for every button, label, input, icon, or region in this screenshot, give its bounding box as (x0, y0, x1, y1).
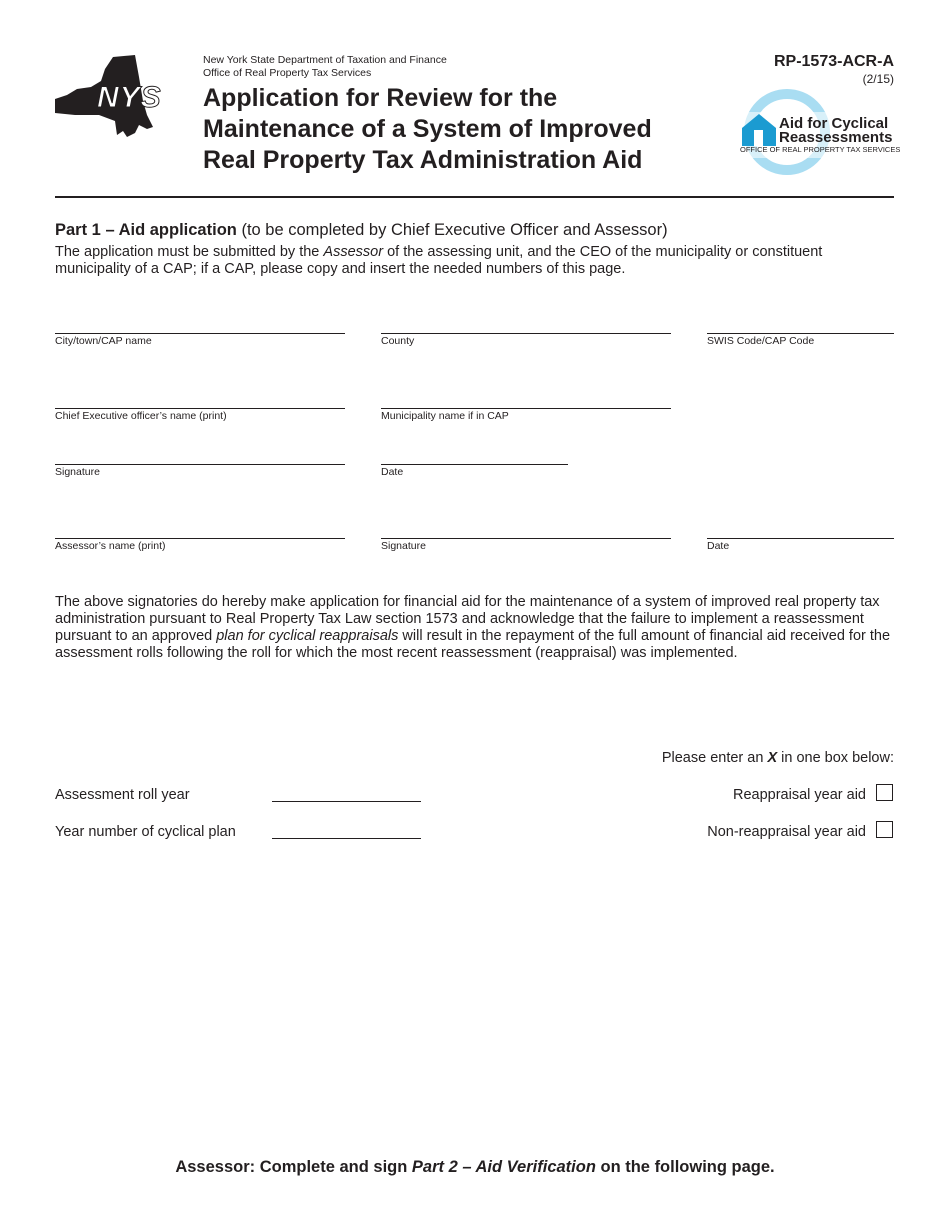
ceo-signature-label: Signature (55, 466, 100, 478)
footer-text-c: on the following page. (595, 1158, 775, 1176)
municipality-label: Municipality name if in CAP (381, 410, 509, 422)
part1-intro (55, 244, 900, 278)
acr-line-1: Aid for Cyclical (779, 115, 889, 132)
city-label: City/town/CAP name (55, 335, 152, 347)
swis-code-label: SWIS Code/CAP Code (707, 335, 815, 347)
acr-line-3: OFFICE OF REAL PROPERTY TAX SERVICES (740, 145, 900, 154)
city-field[interactable] (55, 333, 345, 334)
nys-state-logo (55, 55, 170, 140)
dept-line-2: Office of Real Property Tax Services (203, 67, 372, 79)
enter-x-text-c: in one box below: (777, 750, 894, 766)
form-revision: (2/15) (862, 72, 894, 86)
assessor-signature-label: Signature (381, 540, 426, 552)
assessor-name-field[interactable] (55, 538, 345, 539)
intro-text-a: The application must be submitted by the (55, 244, 324, 260)
swis-code-field[interactable] (707, 333, 894, 334)
nys-logo-text: NYS (97, 81, 162, 114)
acr-logo (732, 88, 900, 176)
part1-heading-bold: Part 1 – Aid application (55, 221, 237, 239)
header-divider (55, 196, 894, 198)
roll-year-label: Assessment roll year (55, 787, 190, 803)
ceo-name-label: Chief Executive officer’s name (print) (55, 410, 227, 422)
municipality-field[interactable] (381, 408, 671, 409)
declaration-text-c: will result in the repayment of the full amount of financial aid received for the assessment rolls following the roll for which the most recent reassessment (reappraisal) was implemented. (55, 628, 891, 661)
dept-line-1: New York State Department of Taxation and Finance (203, 54, 447, 66)
footer-text-part2: Part 2 – Aid Verification (411, 1158, 596, 1176)
assessor-signature-field[interactable] (381, 538, 671, 539)
county-label: County (381, 335, 415, 347)
footer-instruction (0, 1158, 950, 1177)
ceo-date-field[interactable] (381, 464, 568, 465)
assessor-date-label: Date (707, 540, 730, 552)
enter-x-instruction (662, 750, 894, 766)
plan-year-label: Year number of cyclical plan (55, 824, 236, 840)
roll-year-field[interactable] (272, 801, 421, 802)
non-reappraisal-label: Non-reappraisal year aid (707, 824, 866, 840)
department-name (203, 54, 447, 80)
intro-text-c: of the assessing unit, and the CEO of the municipality or constituent municipality of a CAP; if a CAP, please copy and insert the needed numbers of this page. (55, 244, 823, 277)
intro-text-assessor: Assessor (323, 244, 384, 260)
reappraisal-checkbox[interactable] (876, 784, 893, 801)
non-reappraisal-checkbox[interactable] (876, 821, 893, 838)
ceo-date-label: Date (381, 466, 404, 478)
part1-heading (55, 221, 668, 240)
ceo-name-field[interactable] (55, 408, 345, 409)
county-field[interactable] (381, 333, 671, 334)
declaration-text-plan: plan for cyclical reappraisals (216, 628, 399, 644)
assessor-name-label: Assessor’s name (print) (55, 540, 166, 552)
title-line-2: Maintenance of a System of Improved (203, 115, 652, 143)
acr-line-2: Reassessments (779, 129, 893, 146)
enter-x-text-a: Please enter an (661, 750, 768, 766)
assessor-date-field[interactable] (707, 538, 894, 539)
title-line-3: Real Property Tax Administration Aid (203, 146, 643, 174)
plan-year-field[interactable] (272, 838, 421, 839)
form-number: RP-1573-ACR-A (773, 53, 894, 70)
declaration-text-a: The above signatories do hereby make application for financial aid for the maintenance of a system of improved real property tax administration pursuant to Real Property Tax Law section 1573 and acknowledge that the failure to implement a reassessment pursuant to an approved (55, 594, 880, 644)
enter-x-mark: X (767, 750, 778, 766)
declaration-paragraph (55, 594, 900, 662)
reappraisal-label: Reappraisal year aid (733, 787, 866, 803)
title-line-1: Application for Review for the (203, 84, 558, 112)
part1-heading-note: (to be completed by Chief Executive Officer and Assessor) (236, 221, 668, 239)
footer-text-a: Assessor: Complete and sign (175, 1158, 412, 1176)
page-title (203, 83, 723, 176)
ceo-signature-field[interactable] (55, 464, 345, 465)
